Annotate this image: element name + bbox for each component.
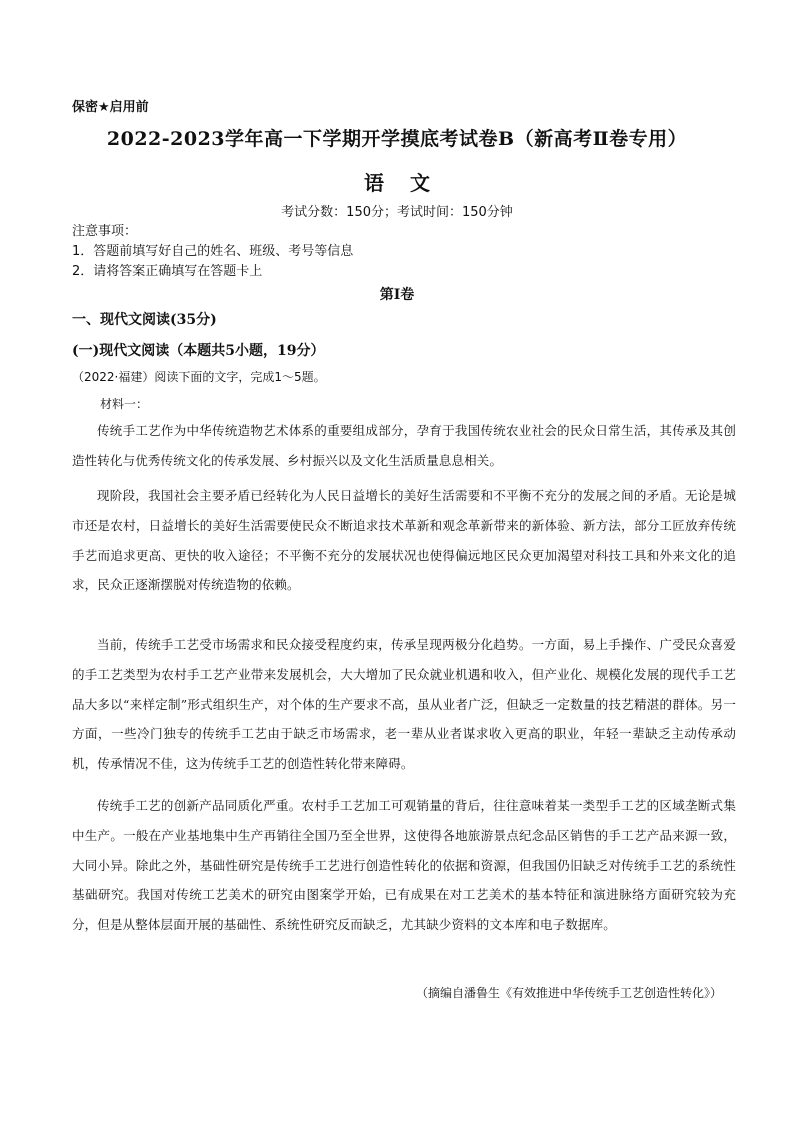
notice-item: 2．请将答案正确填写在答题卡上 (72, 264, 263, 279)
paragraph: 传统手工艺作为中华传统造物艺术体系的重要组成部分，孕育于我国传统农业社会的民众日常生活，其传承及其创造性转化与优秀传统文化的传承发展、乡村振兴以及文化生活质量息息相关。 (72, 423, 736, 468)
material-label: 材料一： (100, 397, 149, 411)
paragraph: 传统手工艺的创新产品同质化严重。农村手工艺加工可观销量的背后，往往意味着某一类型手工艺的区域垄断式集中生产。一般在产业基地集中生产再销往全国乃至全世界，这使得各地旅游景点纪念品区销售的手工艺产品来源一致，大同小异。除此之外，基础性研究是传统手工艺进行创造性转化的依据和资源，但我国仍旧缺乏对传统手工艺的系统性基础研究。我国对传统工艺美术的研究由图案学开始，已有成果在对工艺美术的基本特征和演进脉络方面研究较为充分，但是从整体层面开展的基础性、系统性研究反而缺乏，尤其缺少资料的文本库和电子数据库。 (72, 798, 736, 933)
subject-char-2: 文 (410, 171, 430, 195)
subsection-heading: (一)现代文阅读（本题共5小题，19分） (72, 343, 325, 359)
paragraph: 现阶段，我国社会主要矛盾已经转化为人民日益增长的美好生活需要和不平衡不充分的发展之间的矛盾。无论是城市还是农村，日益增长的美好生活需要使民众不断追求技术革新和观念革新带来的新体验、新方法，部分工匠放弃传统手艺而追求更高、更快的收入途径；不平衡不充分的发展状况也使得偏远地区民众更加渴望对科技工具和外来文化的追求，民众正逐渐摆脱对传统造物的依赖。 (72, 488, 736, 593)
paragraph: 当前，传统手工艺受市场需求和民众接受程度约束，传承呈现两极分化趋势。一方面，易上手操作、广受民众喜爱的手工艺类型为农村手工艺产业带来发展机会，大大增加了民众就业机遇和收入，但产业化、规模化发展的现代手工艺品大多以“来样定制”形式组织生产，对个体的生产要求不高，虽从业者广泛，但缺乏一定数量的技艺精湛的群体。另一方面，一些冷门独专的传统手工艺由于缺乏市场需求，老一辈从业者谋求收入更高的职业，年轻一辈缺乏主动传承动机，传承情况不佳，这为传统手工艺的创造性转化带来障碍。 (72, 637, 736, 772)
notice-block (72, 222, 353, 282)
exam-info: 考试分数：150分；考试时间：150分钟 (281, 205, 513, 220)
subject-char-1: 语 (364, 171, 384, 195)
notice-item: 1．答题前填写好自己的姓名、班级、考号等信息 (72, 244, 354, 259)
source-citation: （摘编自潘鲁生《有效推进中华传统手工艺创造性转化》） (415, 986, 722, 1000)
volume-heading: 第I卷 (379, 287, 415, 303)
section-heading: 一、现代文阅读(35分) (72, 312, 217, 328)
confidential-label: 保密★启用前 (72, 100, 149, 115)
question-intro: （2022·福建）阅读下面的文字，完成1～5题。 (72, 370, 326, 384)
notice-heading: 注意事项： (72, 224, 138, 239)
subject-heading (0, 167, 794, 196)
exam-title: 2022-2023学年高一下学期开学摸底考试卷B（新高考Ⅱ卷专用） (106, 128, 688, 150)
